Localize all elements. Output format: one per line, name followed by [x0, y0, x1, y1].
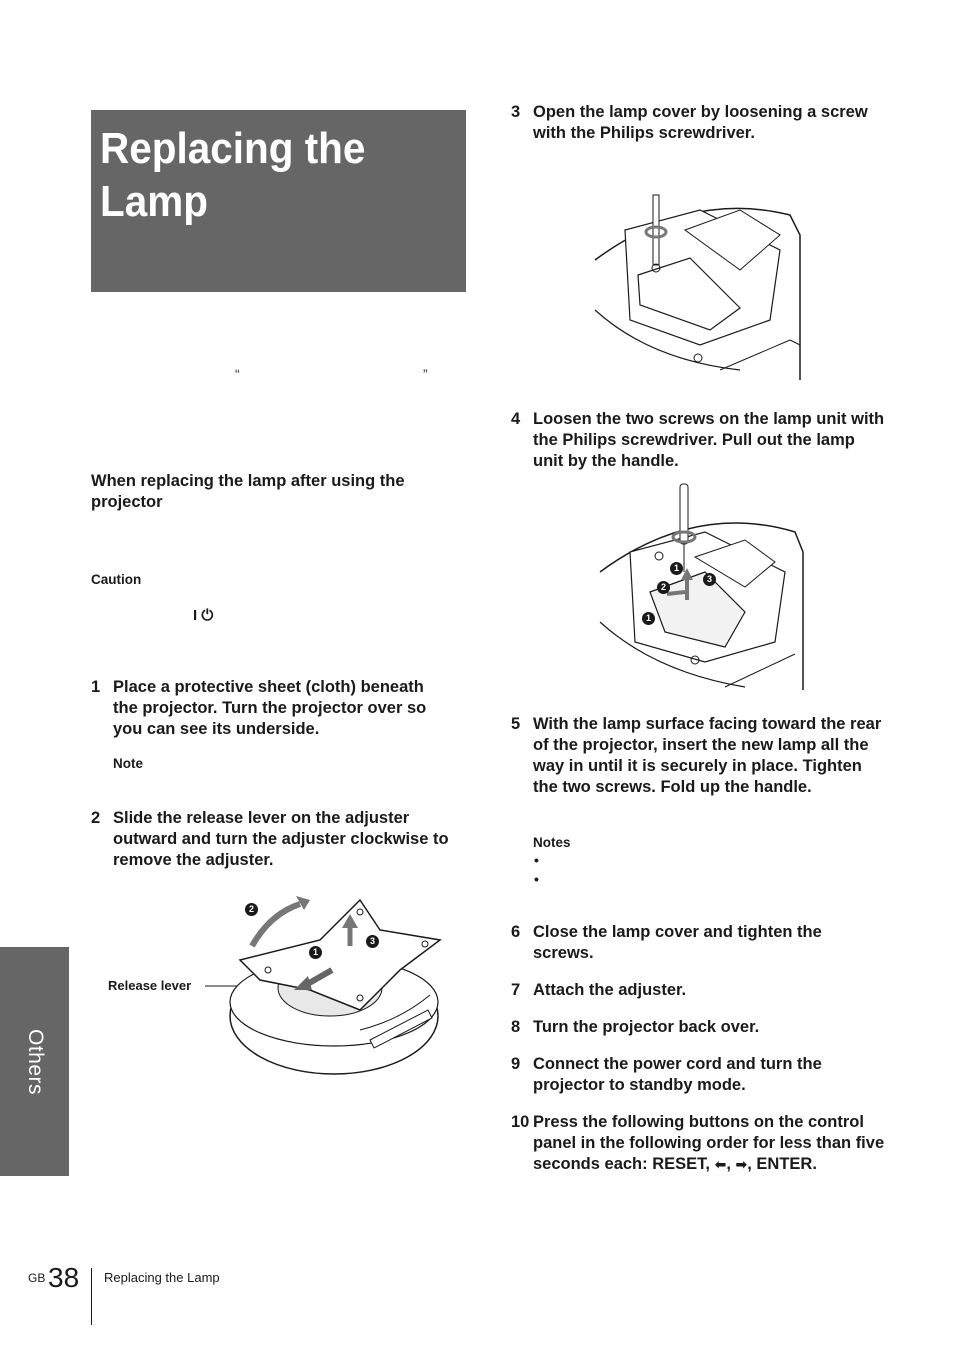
step-number: 5 [511, 715, 521, 733]
right-arrow-icon: ➡ [735, 1156, 748, 1172]
step-text-part: ENTER. [756, 1155, 817, 1173]
step-text: Turn the projector back over. [533, 1018, 760, 1036]
step-8 [511, 1017, 891, 1039]
lamp-unit-illustration [595, 482, 810, 694]
step-number: 4 [511, 410, 521, 428]
adjuster-illustration [200, 890, 460, 1090]
power-symbol-icon: I ⏻ [193, 607, 214, 624]
step-number: 8 [511, 1018, 521, 1036]
note-label: Note [113, 756, 143, 771]
callout-1: 1 [642, 612, 655, 625]
step-1 [91, 677, 456, 743]
step-number: 6 [511, 923, 521, 941]
caution-label: Caution [91, 572, 142, 587]
section-side-tab [0, 947, 69, 1176]
callout-1: 1 [670, 562, 683, 575]
step-text-part: , [726, 1155, 736, 1173]
step-3 [511, 102, 891, 146]
footer-region: GB [28, 1271, 46, 1285]
left-arrow-icon: ⬅ [714, 1156, 727, 1172]
step-4 [511, 409, 891, 475]
release-lever-label: Release lever [108, 978, 192, 993]
step-9 [511, 1054, 891, 1098]
page-title: Replacing the Lamp [100, 124, 366, 226]
side-tab-label: Others [23, 1028, 47, 1095]
step-text [533, 1112, 885, 1175]
step-2 [91, 808, 466, 874]
step-text: Open the lamp cover by loosening a screw with the Philips screwdriver. [533, 103, 868, 142]
step-10 [511, 1112, 896, 1200]
step-text-part: Press the following buttons on the control panel in the following order for less than five seconds each: RESET, [533, 1113, 885, 1173]
step-number: 1 [91, 678, 101, 696]
callout-2: 2 [245, 903, 258, 916]
step-text: With the lamp surface facing toward the rear of the projector, insert the new lamp all the way in until it is securely in place. Tighten the two screws. Fold up the handle. [533, 715, 882, 796]
step-text-part: , [747, 1155, 752, 1173]
footer-section-title: Replacing the Lamp [104, 1270, 220, 1285]
step-number: 10 [511, 1113, 530, 1131]
note-bullet: • [534, 871, 539, 887]
step-5 [511, 714, 891, 822]
close-quote: ” [423, 366, 428, 382]
open-quote: “ [235, 366, 240, 382]
callout-2: 2 [657, 581, 670, 594]
notes-label: Notes [533, 835, 571, 850]
note-bullet: • [534, 852, 539, 868]
step-number: 3 [511, 103, 521, 121]
step-number: 9 [511, 1055, 521, 1073]
callout-1: 1 [309, 946, 322, 959]
section-subheading: When replacing the lamp after using the projector [91, 472, 405, 511]
footer-divider [91, 1268, 92, 1325]
step-text: Close the lamp cover and tighten the screws. [533, 923, 822, 962]
step-7 [511, 980, 891, 1002]
step-6 [511, 922, 891, 966]
step-text: Slide the release lever on the adjuster outward and turn the adjuster clockwise to remove the adjuster. [113, 809, 449, 869]
step-text: Loosen the two screws on the lamp unit with the Philips screwdriver. Pull out the lamp unit by the handle. [533, 410, 885, 470]
step-text: Place a protective sheet (cloth) beneath the projector. Turn the projector over so you can see its underside. [113, 678, 427, 738]
title-banner [91, 110, 466, 292]
callout-3: 3 [703, 573, 716, 586]
callout-3: 3 [366, 935, 379, 948]
page-number: 38 [48, 1262, 80, 1293]
step-number: 2 [91, 809, 101, 827]
step-text: Connect the power cord and turn the projector to standby mode. [533, 1055, 822, 1094]
step-text: Attach the adjuster. [533, 981, 687, 999]
lamp-cover-illustration [590, 190, 810, 380]
step-number: 7 [511, 981, 521, 999]
